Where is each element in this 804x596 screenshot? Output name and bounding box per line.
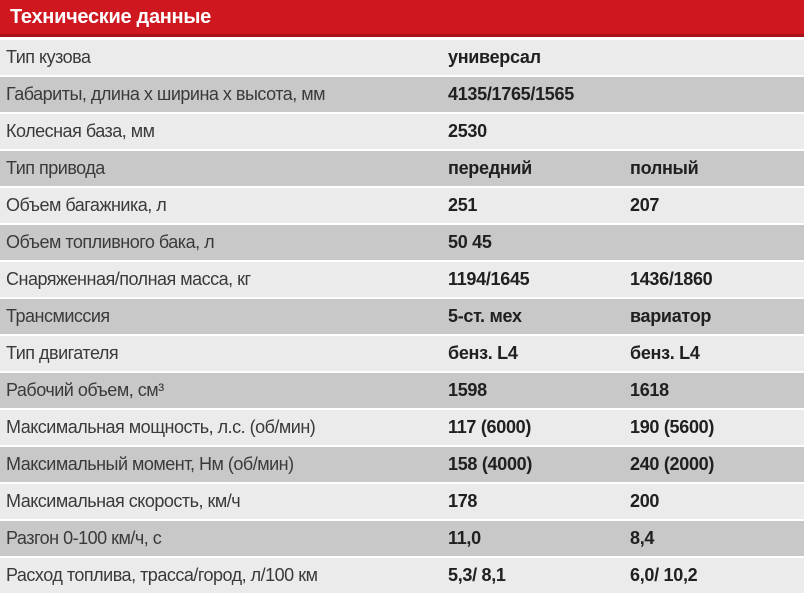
table-row (0, 151, 804, 186)
row-label: Тип привода (6, 158, 105, 178)
row-value-col1: 5-ст. мех (448, 306, 522, 326)
row-value-col2: 1436/1860 (630, 269, 713, 289)
row-value-col2: вариатор (630, 306, 712, 326)
row-value-col1: 251 (448, 195, 478, 215)
row-value-col1: универсал (448, 47, 541, 67)
row-value-col2: 8,4 (630, 528, 655, 548)
row-value-col1: передний (448, 158, 532, 178)
row-value-col1: 178 (448, 491, 478, 511)
row-value-col2: 190 (5600) (630, 417, 715, 437)
row-label: Максимальная мощность, л.с. (об/мин) (6, 417, 316, 437)
row-label: Максимальный момент, Нм (об/мин) (6, 454, 294, 474)
table-row (0, 336, 804, 371)
row-value-col1: 50 45 (448, 232, 492, 252)
table-row (0, 558, 804, 593)
table-row (0, 188, 804, 223)
spec-table (0, 37, 804, 593)
table-row (0, 114, 804, 149)
table-row (0, 484, 804, 519)
row-label: Трансмиссия (6, 306, 110, 326)
table-row (0, 77, 804, 112)
row-value-col1: 2530 (448, 121, 487, 141)
table-row (0, 225, 804, 260)
row-label: Расход топлива, трасса/город, л/100 км (6, 565, 318, 585)
row-value-col2: полный (630, 158, 699, 178)
row-value-col2: 207 (630, 195, 660, 215)
row-value-col2: бенз. L4 (630, 343, 700, 363)
page-title: Технические данные (10, 5, 211, 28)
row-label: Тип кузова (6, 47, 91, 67)
row-label: Габариты, длина х ширина х высота, мм (6, 84, 326, 104)
row-label: Разгон 0-100 км/ч, с (6, 528, 162, 548)
row-label: Колесная база, мм (6, 121, 155, 141)
row-label: Тип двигателя (6, 343, 119, 363)
row-value-col1: 5,3/ 8,1 (448, 565, 506, 585)
row-value-col1: 11,0 (448, 528, 481, 548)
row-value-col1: 1598 (448, 380, 487, 400)
table-row (0, 299, 804, 334)
row-label: Снаряженная/полная масса, кг (6, 269, 251, 289)
row-value-col1: бенз. L4 (448, 343, 518, 363)
row-label: Объем багажника, л (6, 195, 167, 215)
row-label: Объем топливного бака, л (6, 232, 215, 252)
row-value-col1: 4135/1765/1565 (448, 84, 574, 104)
row-value-col2: 6,0/ 10,2 (630, 565, 698, 585)
table-row (0, 373, 804, 408)
row-value-col1: 117 (6000) (448, 417, 532, 437)
table-row (0, 262, 804, 297)
row-value-col1: 158 (4000) (448, 454, 533, 474)
row-value-col2: 1618 (630, 380, 669, 400)
table-row (0, 447, 804, 482)
row-label: Максимальная скорость, км/ч (6, 491, 241, 511)
row-value-col1: 1194/1645 (448, 269, 530, 289)
row-value-col2: 240 (2000) (630, 454, 715, 474)
title-bar (0, 0, 804, 37)
row-value-col2: 200 (630, 491, 660, 511)
table-row (0, 40, 804, 75)
table-row (0, 521, 804, 556)
row-label: Рабочий объем, см³ (6, 380, 164, 400)
table-row (0, 410, 804, 445)
